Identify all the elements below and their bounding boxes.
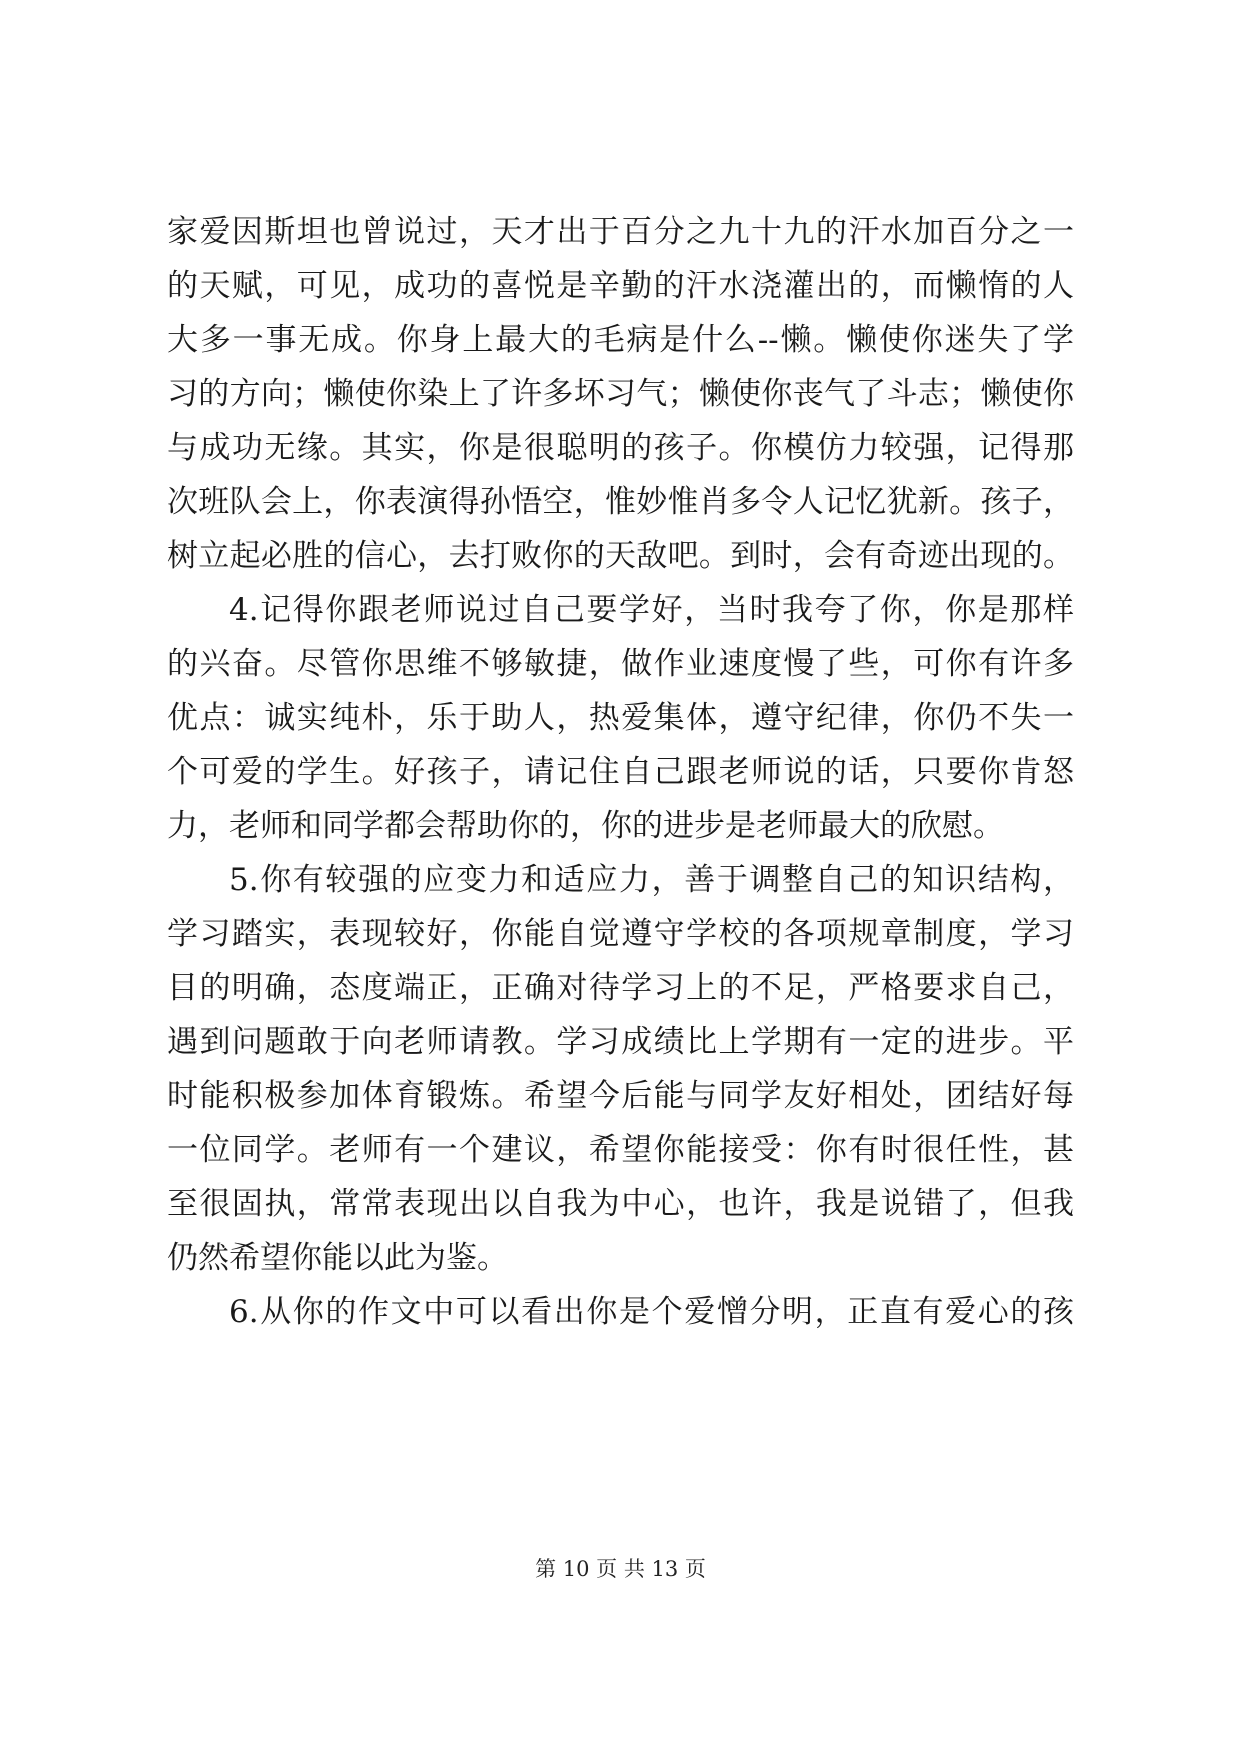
- paragraph-4-line-5: 力，老师和同学都会帮助你的，你的进步是老师最大的欣慰。: [167, 808, 1004, 844]
- paragraph-5-line-3: 目的明确，态度端正，正确对待学习上的不足，严格要求自己，: [167, 970, 1074, 1006]
- text-line-3: 大多一事无成。你身上最大的毛病是什么--懒。懒使你迷失了学: [167, 322, 1074, 358]
- text-line-4: 习的方向；懒使你染上了许多坏习气；懒使你丧气了斗志；懒使你: [167, 376, 1074, 412]
- text-line-7: 树立起必胜的信心，去打败你的天敌吧。到时，会有奇迹出现的。: [167, 538, 1074, 574]
- text-line-2: 的天赋，可见，成功的喜悦是辛勤的汗水浇灌出的，而懒惰的人: [167, 268, 1074, 304]
- paragraph-5-line-2: 学习踏实，表现较好，你能自觉遵守学校的各项规章制度，学习: [167, 916, 1074, 952]
- paragraph-5-line-6: 一位同学。老师有一个建议，希望你能接受：你有时很任性，甚: [167, 1132, 1074, 1168]
- paragraph-4-line-2: 的兴奋。尽管你思维不够敏捷，做作业速度慢了些，可你有许多: [167, 646, 1074, 682]
- paragraph-5-line-8: 仍然希望你能以此为鉴。: [167, 1240, 508, 1276]
- paragraph-4-line-3: 优点：诚实纯朴，乐于助人，热爱集体，遵守纪律，你仍不失一: [167, 700, 1074, 736]
- paragraph-4-line-1: 4.记得你跟老师说过自己要学好，当时我夸了你，你是那样: [229, 592, 1074, 628]
- paragraph-5-line-1: 5.你有较强的应变力和适应力，善于调整自己的知识结构，: [229, 862, 1074, 898]
- page-footer: 第 10 页 共 13 页: [535, 1557, 706, 1581]
- paragraph-5-line-5: 时能积极参加体育锻炼。希望今后能与同学友好相处，团结好每: [167, 1078, 1074, 1114]
- text-line-5: 与成功无缘。其实，你是很聪明的孩子。你模仿力较强，记得那: [167, 430, 1074, 466]
- text-line-6: 次班队会上，你表演得孙悟空，惟妙惟肖多令人记忆犹新。孩子，: [167, 484, 1074, 520]
- paragraph-5-line-4: 遇到问题敢于向老师请教。学习成绩比上学期有一定的进步。平: [167, 1024, 1074, 1060]
- paragraph-4-line-4: 个可爱的学生。好孩子，请记住自己跟老师说的话，只要你肯怒: [167, 754, 1074, 790]
- text-line-1: 家爱因斯坦也曾说过，天才出于百分之九十九的汗水加百分之一: [167, 214, 1074, 250]
- paragraph-5-line-7: 至很固执，常常表现出以自我为中心，也许，我是说错了，但我: [167, 1186, 1074, 1222]
- paragraph-6-line-1: 6.从你的作文中可以看出你是个爱憎分明，正直有爱心的孩: [229, 1294, 1074, 1330]
